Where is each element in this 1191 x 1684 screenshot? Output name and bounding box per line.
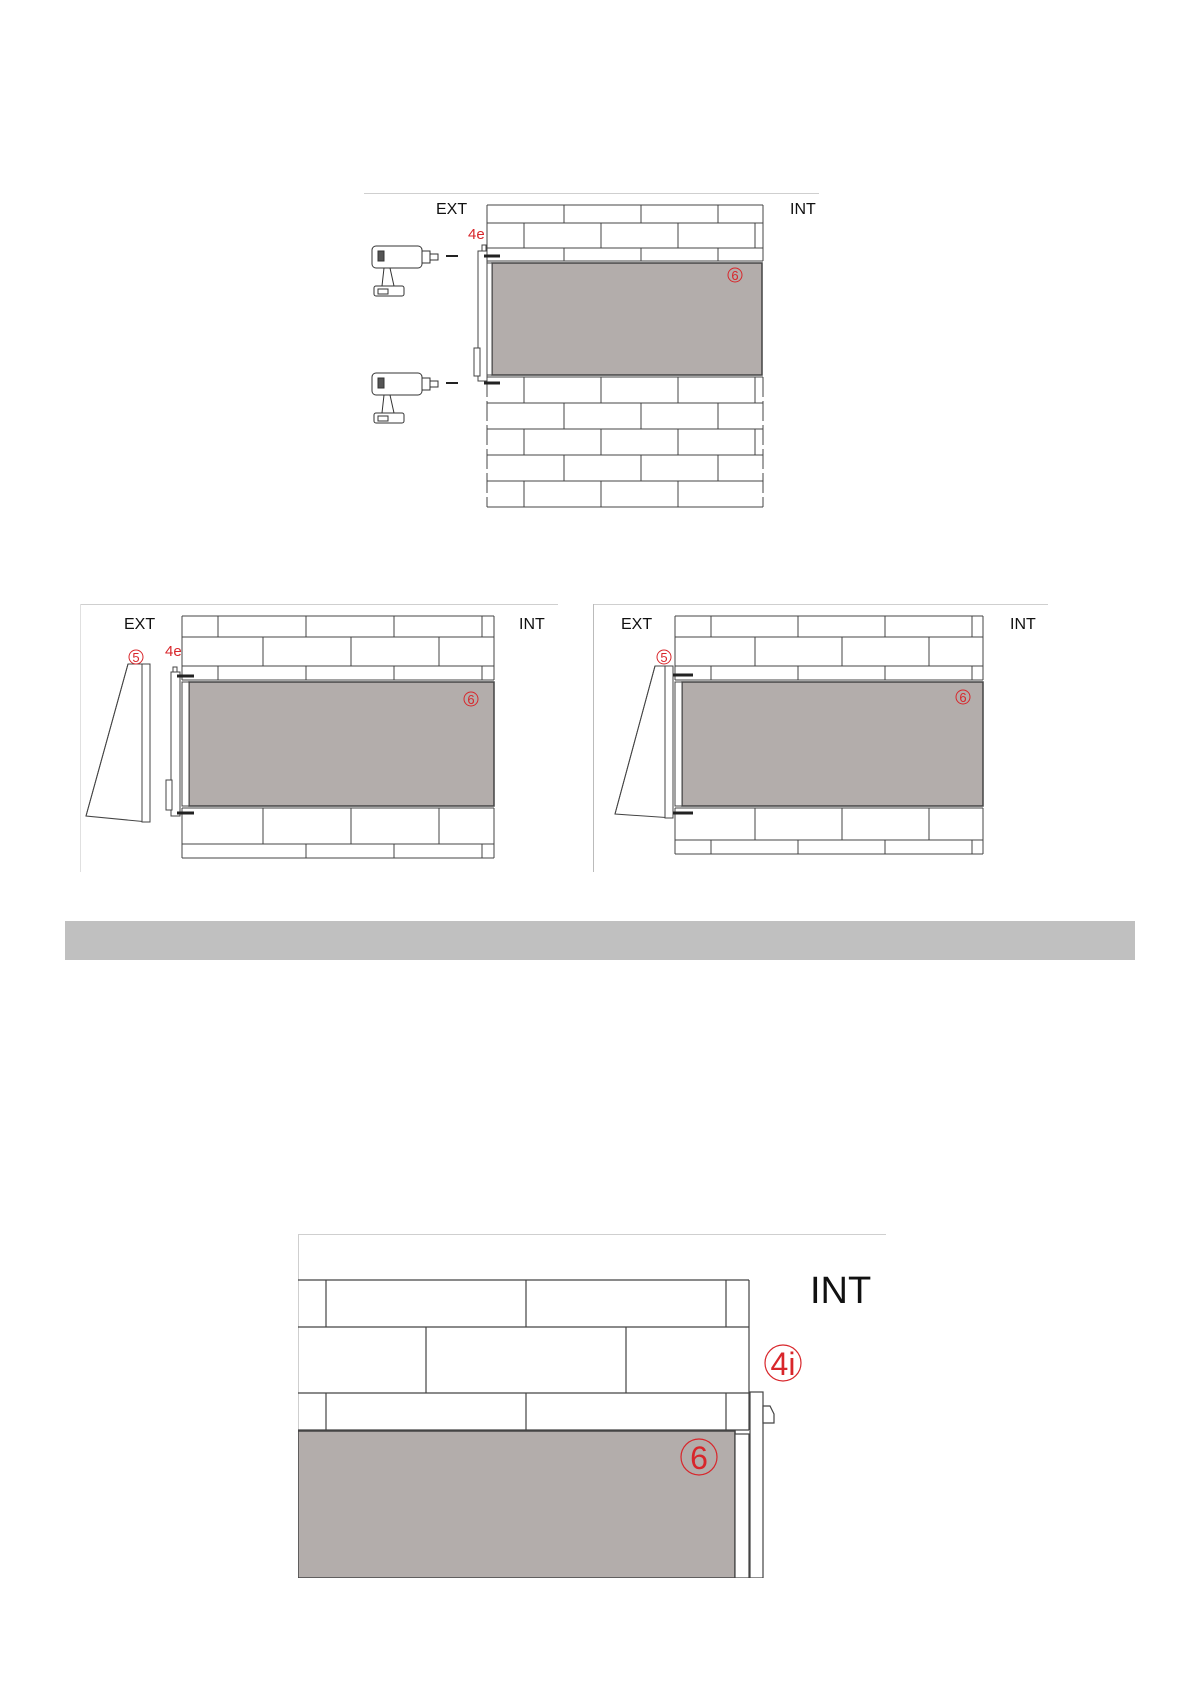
callout-4e: 4e bbox=[468, 226, 485, 243]
diagram-cover-installed bbox=[593, 604, 1048, 872]
diagram-interior-detail-svg bbox=[298, 1234, 886, 1578]
wall-opening-panel bbox=[298, 1431, 735, 1578]
diagram-cover-before-svg bbox=[80, 604, 558, 872]
diagram-drilling-svg bbox=[364, 193, 819, 511]
exterior-cover-5 bbox=[615, 666, 673, 818]
ext-label: EXT bbox=[124, 616, 156, 633]
diagram-drilling-exterior bbox=[364, 193, 819, 511]
int-label: INT bbox=[790, 201, 816, 218]
int-label: INT bbox=[810, 1270, 872, 1312]
diagram-cover-before bbox=[80, 604, 558, 872]
frame-profile-4e bbox=[474, 245, 487, 381]
callout-6: 6 bbox=[690, 1440, 708, 1476]
callout-6: 6 bbox=[731, 268, 739, 283]
callout-4i: 4i bbox=[770, 1346, 796, 1382]
wall-opening-panel bbox=[682, 682, 983, 806]
ext-label: EXT bbox=[436, 201, 468, 218]
ext-label: EXT bbox=[621, 616, 653, 633]
diagram-interior-detail bbox=[298, 1234, 886, 1578]
callout-5: 5 bbox=[660, 650, 668, 665]
wall-opening-panel bbox=[492, 263, 762, 375]
int-label: INT bbox=[1010, 616, 1036, 633]
drill-icon bbox=[372, 246, 438, 296]
brick-wall-bottom bbox=[298, 1280, 749, 1430]
int-label: INT bbox=[519, 616, 545, 633]
callout-4e: 4e bbox=[165, 643, 182, 660]
diagram-cover-installed-svg bbox=[593, 604, 1048, 872]
callout-6: 6 bbox=[959, 690, 967, 705]
frame-profile-4i bbox=[735, 1392, 774, 1578]
callout-5: 5 bbox=[132, 650, 140, 665]
frame-profile-4e bbox=[166, 667, 180, 816]
drill-icon bbox=[372, 373, 438, 423]
callout-6: 6 bbox=[467, 692, 475, 707]
exterior-cover-5 bbox=[86, 664, 150, 822]
wall-opening-panel bbox=[189, 682, 494, 806]
section-header-bar bbox=[65, 921, 1135, 960]
